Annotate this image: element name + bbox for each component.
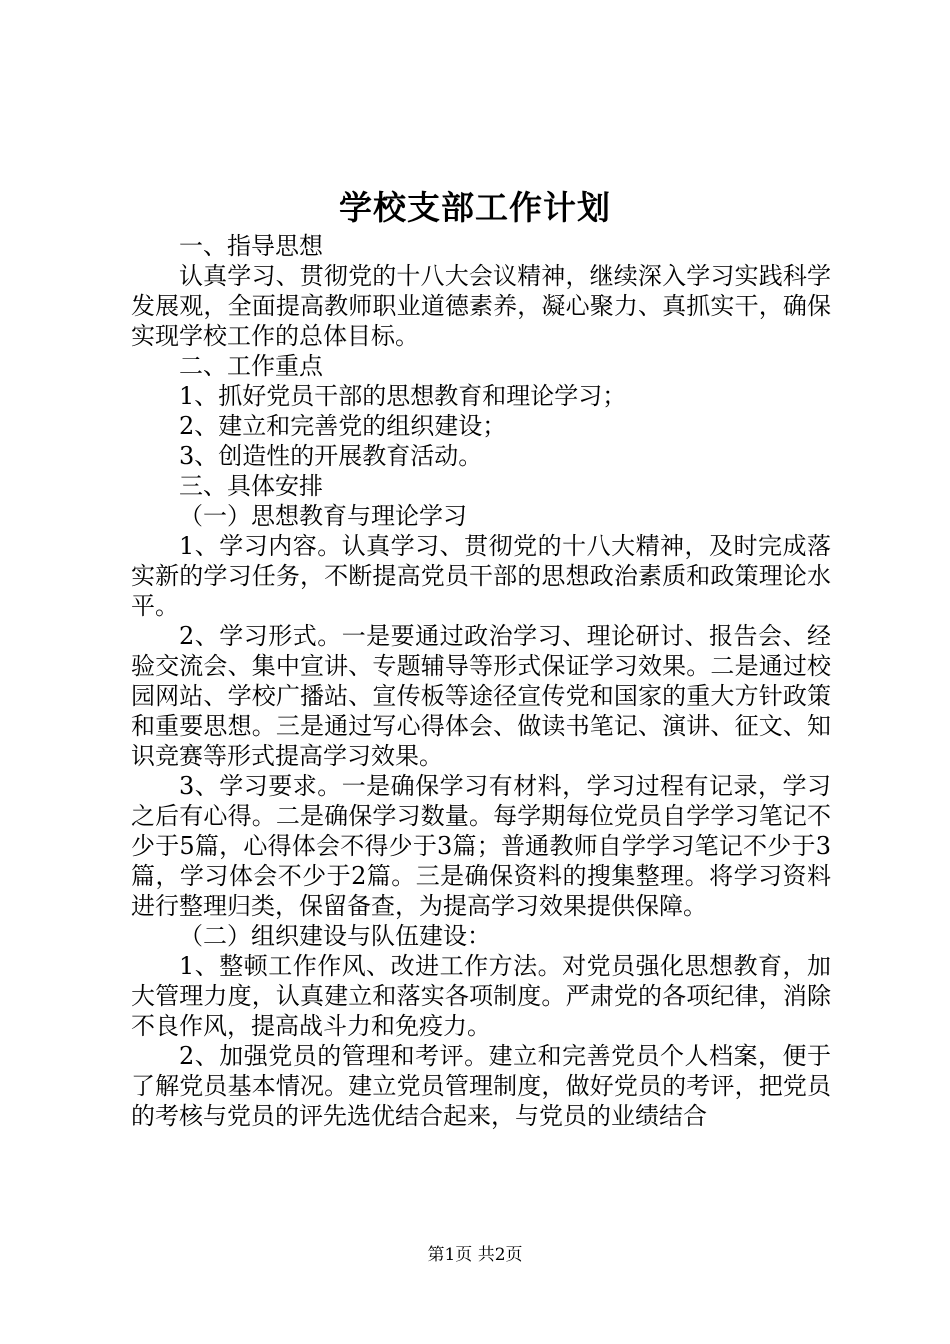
paragraph-study-requirements: 3、学习要求。一是确保学习有材料，学习过程有记录，学习之后有心得。二是确保学习数量。每学期每位党员自学学习笔记不少于5篇，心得体会不得少于3篇；普通教师自学学习笔记不少于3篇，学习体会不少于2篇。三是确保资料的搜集整理。将学习资料进行整理归类，保留备查，为提高学习效果提供保障。 xyxy=(131,772,831,920)
paragraph-guiding-thought: 认真学习、贯彻党的十八大会议精神，继续深入学习实践科学发展观，全面提高教师职业道德素养，凝心聚力、真抓实干，确保实现学校工作的总体目标。 xyxy=(131,262,831,350)
paragraph-study-content: 1、学习内容。认真学习、贯彻党的十八大精神，及时完成落实新的学习任务，不断提高党员干部的思想政治素质和政策理论水平。 xyxy=(131,532,831,620)
paragraph-member-management: 2、加强党员的管理和考评。建立和完善党员个人档案，便于了解党员基本情况。建立党员管理制度，做好党员的考评，把党员的考核与党员的评先选优结合起来，与党员的业绩结合 xyxy=(131,1042,831,1130)
list-item-focus-2: 2、建立和完善党的组织建设； xyxy=(179,412,507,440)
document-title: 学校支部工作计划 xyxy=(339,188,611,227)
list-item-focus-3: 3、创造性的开展教育活动。 xyxy=(179,442,483,470)
page-number-footer: 第1页 共2页 xyxy=(427,1245,523,1265)
section-heading-work-focus: 二、工作重点 xyxy=(179,352,323,380)
list-item-focus-1: 1、抓好党员干部的思想教育和理论学习； xyxy=(179,382,627,410)
section-heading-arrangements: 三、具体安排 xyxy=(179,472,323,500)
subsection-heading-organization: （二）组织建设与队伍建设： xyxy=(179,922,491,950)
document-body xyxy=(131,231,831,1131)
section-heading-guiding-thought: 一、指导思想 xyxy=(179,232,323,260)
subsection-heading-study: （一）思想教育与理论学习 xyxy=(179,502,467,530)
paragraph-work-style: 1、整顿工作作风、改进工作方法。对党员强化思想教育，加大管理力度，认真建立和落实各项制度。严肃党的各项纪律，消除不良作风，提高战斗力和免疫力。 xyxy=(131,952,831,1040)
paragraph-study-form: 2、学习形式。一是要通过政治学习、理论研讨、报告会、经验交流会、集中宣讲、专题辅导等形式保证学习效果。二是通过校园网站、学校广播站、宣传板等途径宣传党和国家的重大方针政策和重要思想。三是通过写心得体会、做读书笔记、演讲、征文、知识竞赛等形式提高学习效果。 xyxy=(131,622,831,770)
